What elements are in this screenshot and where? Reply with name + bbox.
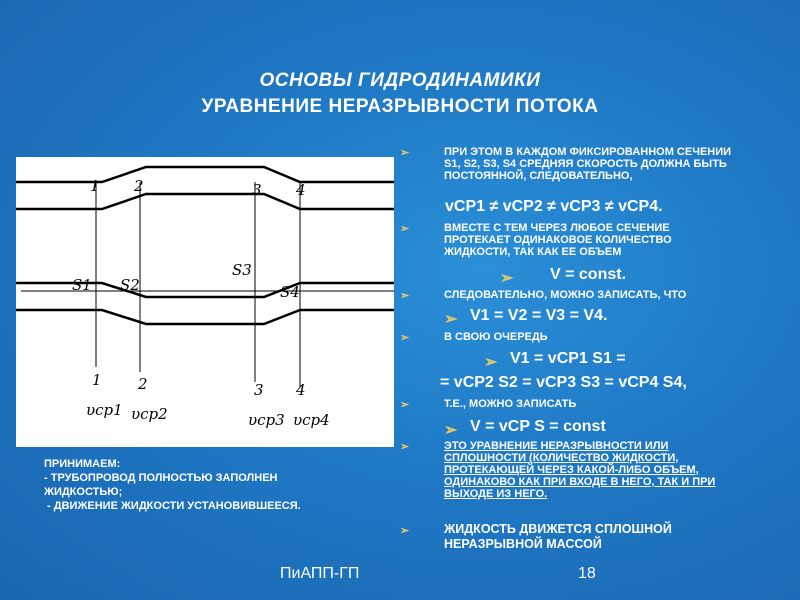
pipe-wall-top-outer [16, 167, 394, 182]
velocity-label-2: υср2 [131, 405, 168, 423]
top-label-4: 4 [296, 181, 306, 199]
bullet-text-1: ПРИ ЭТОМ В КАЖДОМ ФИКСИРОВАННОМ СЕЧЕНИИ S1, S2, S3, S4 СРЕДНЯЯ СКОРОСТЬ ДОЛЖНА БЫТЬ ПОСТОЯННОЙ, СЛЕДОВАТЕЛЬНО, [444, 146, 732, 182]
slide-subtitle: УРАВНЕНИЕ НЕРАЗРЫВНОСТИ ПОТОКА [201, 96, 599, 117]
bullet-arrow-icon: ➢ [500, 270, 514, 287]
velocity-label-3: υср3 [248, 411, 285, 429]
top-label-3: 3 [252, 181, 262, 199]
bullet-arrow-icon: ➢ [400, 223, 410, 235]
equation-4b: = vCP2 S2 = vCP3 S3 = vCP4 S4, [440, 374, 687, 391]
velocity-label-4: υср4 [293, 411, 330, 429]
equation-2: V = const. [550, 266, 627, 283]
equation-5: V = vCP S = const [470, 418, 606, 435]
section-label-s1: S1 [72, 276, 92, 294]
top-label-1: 1 [90, 177, 100, 195]
bottom-number-1: 1 [92, 371, 102, 389]
note-line: - ДВИЖЕНИЕ ЖИДКОСТИ УСТАНОВИВШЕЕСЯ. [44, 500, 301, 512]
pipe-diagram [16, 157, 394, 447]
bullet-text-6: ЭТО УРАВНЕНИЕ НЕРАЗРЫВНОСТИ ИЛИ СПЛОШНОСТИ (КОЛИЧЕСТВО ЖИДКОСТИ, ПРОТЕКАЮЩЕЙ ЧЕРЕЗ КАКОЙ-ЛИБО ОБЪЕМ, ОДИНАКОВО КАК ПРИ ВХОДЕ В НЕГО, ТАК И ПРИ ВЫХОДЕ ИЗ НЕГО. [444, 440, 716, 500]
bullet-arrow-icon: ➢ [400, 399, 410, 411]
section-label-s3: S3 [232, 261, 252, 279]
bullet-text-3: СЛЕДОВАТЕЛЬНО, МОЖНО ЗАПИСАТЬ, ЧТО [444, 289, 687, 301]
section-label-s4: S4 [280, 283, 300, 301]
pipe-wall-bottom-outer [16, 310, 394, 324]
bottom-number-2: 2 [138, 375, 148, 393]
bullet-arrow-icon: ➢ [400, 290, 410, 302]
bullet-text-4: В СВОЮ ОЧЕРЕДЬ [444, 331, 548, 343]
equation-1: vCP1 ≠ vCP2 ≠ vCP3 ≠ vCP4. [445, 198, 663, 215]
note-heading: ПРИНИМАЕМ: [44, 458, 121, 470]
note-line: - ТРУБОПРОВОД ПОЛНОСТЬЮ ЗАПОЛНЕН [44, 472, 278, 484]
bullet-arrow-icon: ➢ [484, 354, 498, 371]
velocity-label-1: υср1 [86, 401, 123, 419]
top-label-2: 2 [134, 177, 144, 195]
pipe-wall-top-inner [16, 194, 394, 209]
bottom-number-4: 4 [296, 381, 306, 399]
equation-3: V1 = V2 = V3 = V4. [470, 307, 608, 324]
bullet-arrow-icon: ➢ [400, 332, 410, 344]
note-line: ЖИДКОСТЬЮ; [44, 486, 123, 498]
footer-label: ПиАПП-ГП [280, 565, 360, 582]
bullet-arrow-icon: ➢ [444, 422, 458, 439]
bullet-arrow-icon: ➢ [400, 525, 410, 537]
bullet-text-5: Т.Е., МОЖНО ЗАПИСАТЬ [444, 398, 577, 410]
bullet-arrow-icon: ➢ [444, 311, 458, 328]
page-number: 18 [578, 565, 596, 582]
slide-title: ОСНОВЫ ГИДРОДИНАМИКИ [259, 70, 541, 91]
bullet-text-7: ЖИДКОСТЬ ДВИЖЕТСЯ СПЛОШНОЙ НЕРАЗРЫВНОЙ МАССОЙ [444, 522, 672, 551]
bottom-number-3: 3 [254, 381, 264, 399]
equation-4a: V1 = vCP1 S1 = [510, 350, 626, 367]
assumptions-note [44, 457, 301, 513]
section-label-s2: S2 [120, 276, 140, 294]
bullet-text-2: ВМЕСТЕ С ТЕМ ЧЕРЕЗ ЛЮБОЕ СЕЧЕНИЕ ПРОТЕКАЕТ ОДИНАКОВОЕ КОЛИЧЕСТВО ЖИДКОСТИ, ТАК КАК ЕЕ ОБЪЕМ [444, 222, 672, 258]
bullet-arrow-icon: ➢ [400, 441, 410, 453]
bullet-arrow-icon: ➢ [400, 147, 410, 159]
